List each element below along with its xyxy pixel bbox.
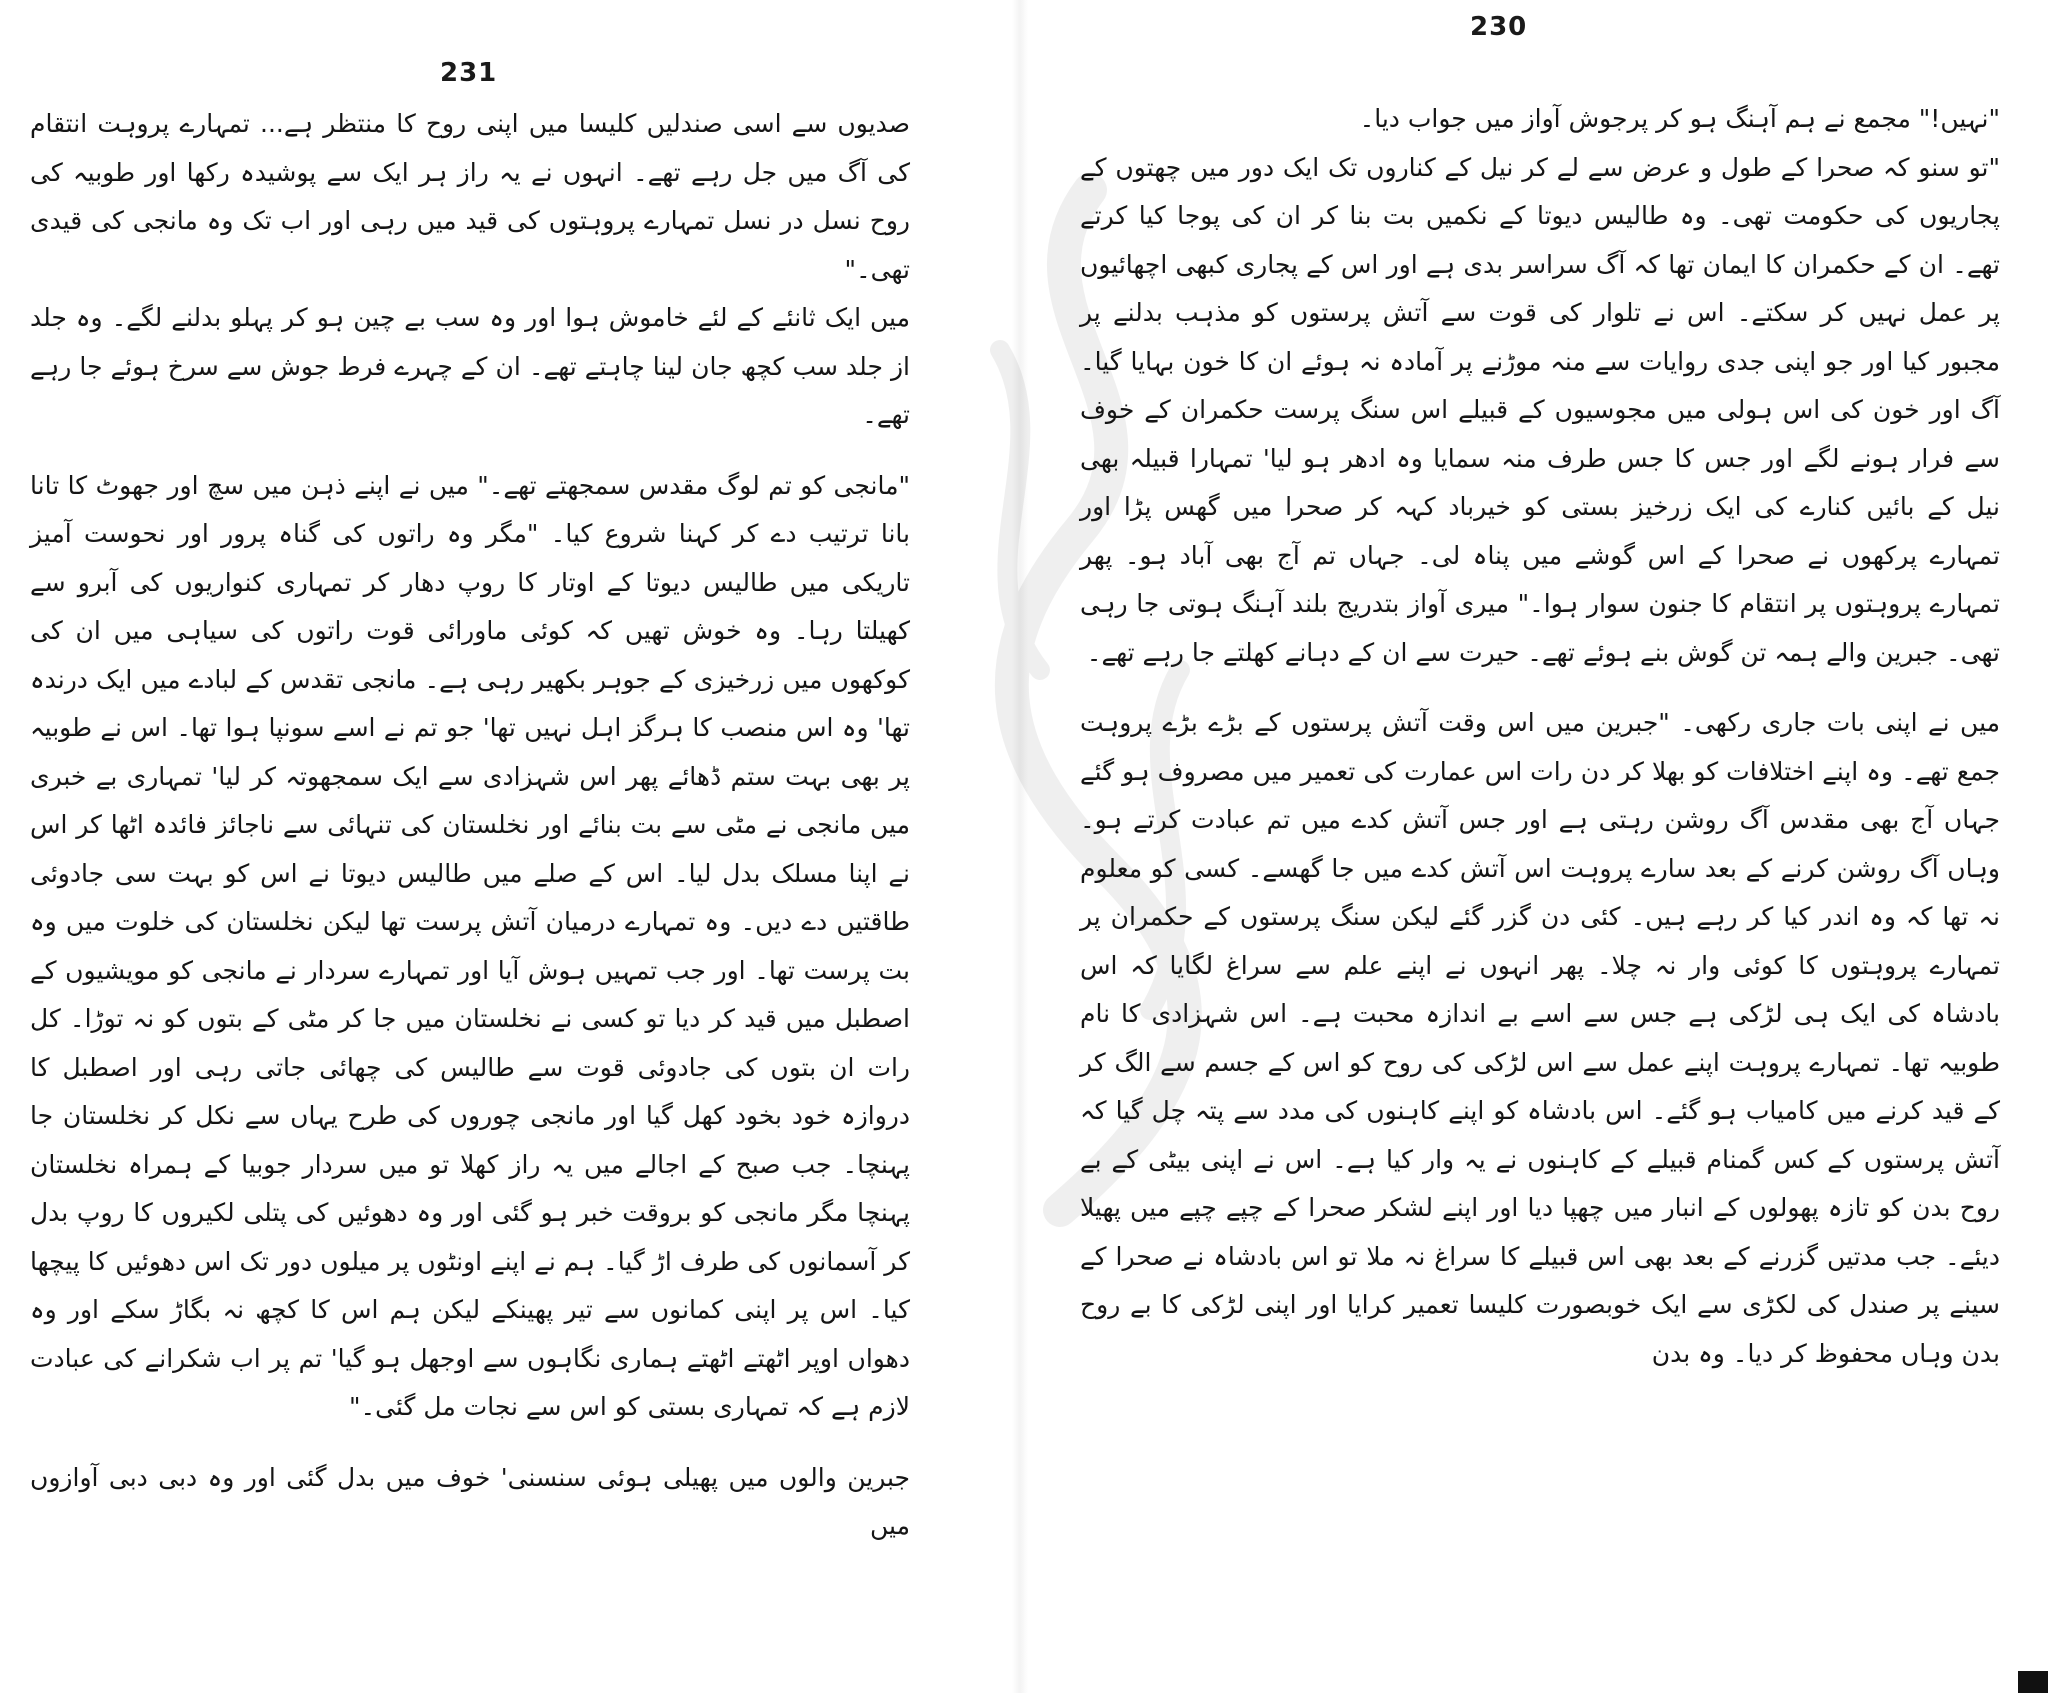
paragraph: صدیوں سے اسی صندلیں کلیسا میں اپنی روح کا منتظر ہے... تمہارے پروہت انتقام کی آگ میں جل رہے تھے۔ انہوں نے یہ راز ہر ایک سے پوشیدہ رکھا اور طوبیہ کی روح نسل در نسل تمہارے پروہتوں کی قید میں رہی اور اب تک وہ مانجی کی قیدی تھی۔" [30,109,910,284]
right-page [1030,0,2048,1693]
page-number: 230 [1470,12,1528,42]
paragraph: میں نے اپنی بات جاری رکھی۔ "جبرین میں اس وقت آتش پرستوں کے بڑے بڑے پروہت جمع تھے۔ وہ اپنے اختلافات کو بھلا کر دن رات اس عمارت کی تعمیر میں مصروف ہو گئے جہاں آج بھی مقدس آگ روشن رہتی ہے اور جس آتش کدے میں تم عبادت کرتے ہو۔ وہاں آگ روشن کرنے کے بعد سارے پروہت اس آتش کدے میں جا گھسے۔ کسی کو معلوم نہ تھا کہ وہ اندر کیا کر رہے ہیں۔ کئی دن گزر گئے لیکن سنگ پرستوں کے حکمران پر تمہارے پروہتوں کا کوئی وار نہ چلا۔ پھر انہوں نے اپنے علم سے سراغ لگایا کہ اس بادشاہ کی ایک ہی لڑکی ہے جس سے اسے بے اندازہ محبت ہے۔ اس شہزادی کا نام طوبیہ تھا۔ تمہارے پروہت اپنے عمل سے اس لڑکی کی روح کو اس کے جسم سے الگ کر کے قید کرنے میں کامیاب ہو گئے۔ اس بادشاہ کو اپنے کاہنوں کی مدد سے پتہ چل گیا کہ آتش پرستوں کے کس گمنام قبیلے کے کاہنوں نے یہ وار کیا ہے۔ اس نے اپنی بیٹی کے بے روح بدن کو تازہ پھولوں کے انبار میں چھپا دیا اور اپنے لشکر صحرا کے چپے چپے میں پھیلا دیئے۔ جب مدتیں گزرنے کے بعد بھی اس قبیلے کا سراغ نہ ملا تو اس بادشاہ نے صحرا کے سینے پر صندل کی لکڑی سے ایک خوبصورت کلیسا تعمیر کرایا اور اپنی لڑکی کا بے روح بدن وہاں محفوظ کر دیا۔ وہ بدن [1080,708,2000,1368]
page-number: 231 [440,58,498,88]
paragraph: "تو سنو کہ صحرا کے طول و عرض سے لے کر نیل کے کناروں تک ایک دور میں چھتوں کے پجاریوں کی حکومت تھی۔ وہ طالیس دیوتا کے نکمیں بت بنا کر ان کی پوجا کیا کرتے تھے۔ ان کے حکمران کا ایمان تھا کہ آگ سراسر بدی ہے اور اس کے پجاری کبھی اچھائیوں پر عمل نہیں کر سکتے۔ اس نے تلوار کی قوت سے آتش پرستوں کو مذہب بدلنے پر مجبور کیا اور جو اپنی جدی روایات سے منہ موڑنے پر آمادہ نہ ہوئے ان کا خون بہایا گیا۔ آگ اور خون کی اس ہولی میں مجوسیوں کے قبیلے اس سنگ پرست حکمران کے خوف سے فرار ہونے لگے اور جس کا جس طرف منہ سمایا وہ ادھر ہو لیا' تمہارا قبیلہ بھی نیل کے بائیں کنارے کی ایک زرخیز بستی کو خیرباد کہہ کر صحرا میں گھس پڑا اور تمہارے پرکھوں نے صحرا کے اس گوشے میں پناہ لی۔ جہاں تم آج بھی آباد ہو۔ پھر تمہارے پروہتوں پر انتقام کا جنون سوار ہوا۔" میری آواز بتدریج بلند آہنگ ہوتی جا رہی تھی۔ جبرین والے ہمہ تن گوش بنے ہوئے تھے۔ حیرت سے ان کے دہانے کھلتے جا رہے تھے۔ [1080,152,2000,667]
left-page [0,0,1010,1693]
paragraph: میں ایک ثانئے کے لئے خاموش ہوا اور وہ سب بے چین ہو کر پہلو بدلنے لگے۔ وہ جلد از جلد سب کچھ جان لینا چاہتے تھے۔ ان کے چہرے فرط جوش سے سرخ ہوئے جا رہے تھے۔ [30,303,910,429]
paragraph: جبرین والوں میں پھیلی ہوئی سنسنی' خوف میں بدل گئی اور وہ دبی دبی آوازوں میں [30,1462,910,1540]
page-body-text [30,100,910,1551]
paragraph: "مانجی کو تم لوگ مقدس سمجھتے تھے۔" میں نے اپنے ذہن میں سچ اور جھوٹ کا تانا بانا ترتیب دے کر کہنا شروع کیا۔ "مگر وہ راتوں کی گناہ پرور اور نحوست آمیز تاریکی میں طالیس دیوتا کے اوتار کا روپ دھار کر تمہاری کنواریوں کی آبرو سے کھیلتا رہا۔ وہ خوش تھیں کہ کوئی ماورائی قوت راتوں کی سیاہی میں ان کی کوکھوں میں زرخیزی کے جوہر بکھیر رہی ہے۔ مانجی تقدس کے لبادے میں ایک درندہ تھا' وہ اس منصب کا ہرگز اہل نہیں تھا' جو تم نے اسے سونپا ہوا تھا۔ اس نے طوبیہ پر بھی بہت ستم ڈھائے پھر اس شہزادی سے ایک سمجھوتہ کر لیا' تمہاری بے خبری میں مانجی نے مٹی سے بت بنائے اور نخلستان کی تنہائی سے ناجائز فائدہ اٹھا کر اس نے اپنا مسلک بدل لیا۔ اس کے صلے میں طالیس دیوتا نے اس کو بہت سی جادوئی طاقتیں دے دیں۔ وہ تمہارے درمیان آتش پرست تھا لیکن نخلستان کی خلوت میں وہ بت پرست تھا۔ اور جب تمہیں ہوش آیا اور تمہارے سردار نے مانجی کو مویشیوں کے اصطبل میں قید کر دیا تو کسی نے نخلستان میں جا کر مٹی کے بتوں کو نہ توڑا۔ کل رات ان بتوں کی جادوئی قوت سے طالیس کی چھائی جاتی رہی اور اصطبل کا دروازہ خود بخود کھل گیا اور مانجی چوروں کی طرح یہاں سے نکل کر نخلستان جا پہنچا۔ جب صبح کے اجالے میں یہ راز کھلا تو میں سردار جوبیا کے ہمراہ نخلستان پہنچا مگر مانجی کو بروقت خبر ہو گئی اور وہ دھوئیں کی پتلی لکیروں کا روپ بدل کر آسمانوں کی طرف اڑ گیا۔ ہم نے اپنے اونٹوں پر میلوں دور تک اس دھوئیں کا پیچھا کیا۔ اس پر اپنی کمانوں سے تیر پھینکے لیکن ہم اس کا کچھ نہ بگاڑ سکے اور وہ دھواں اوپر اٹھتے اٹھتے ہماری نگاہوں سے اوجھل ہو گیا' تم پر اب شکرانے کی عبادت لازم ہے کہ تمہاری بستی کو اس سے نجات مل گئی۔" [30,470,910,1421]
page-body-text [1080,95,2000,1378]
scan-edge-mark [2018,1671,2048,1693]
paragraph: "نہیں!" مجمع نے ہم آہنگ ہو کر پرجوش آواز میں جواب دیا۔ [1359,104,2000,133]
page-gutter [1012,0,1028,1693]
